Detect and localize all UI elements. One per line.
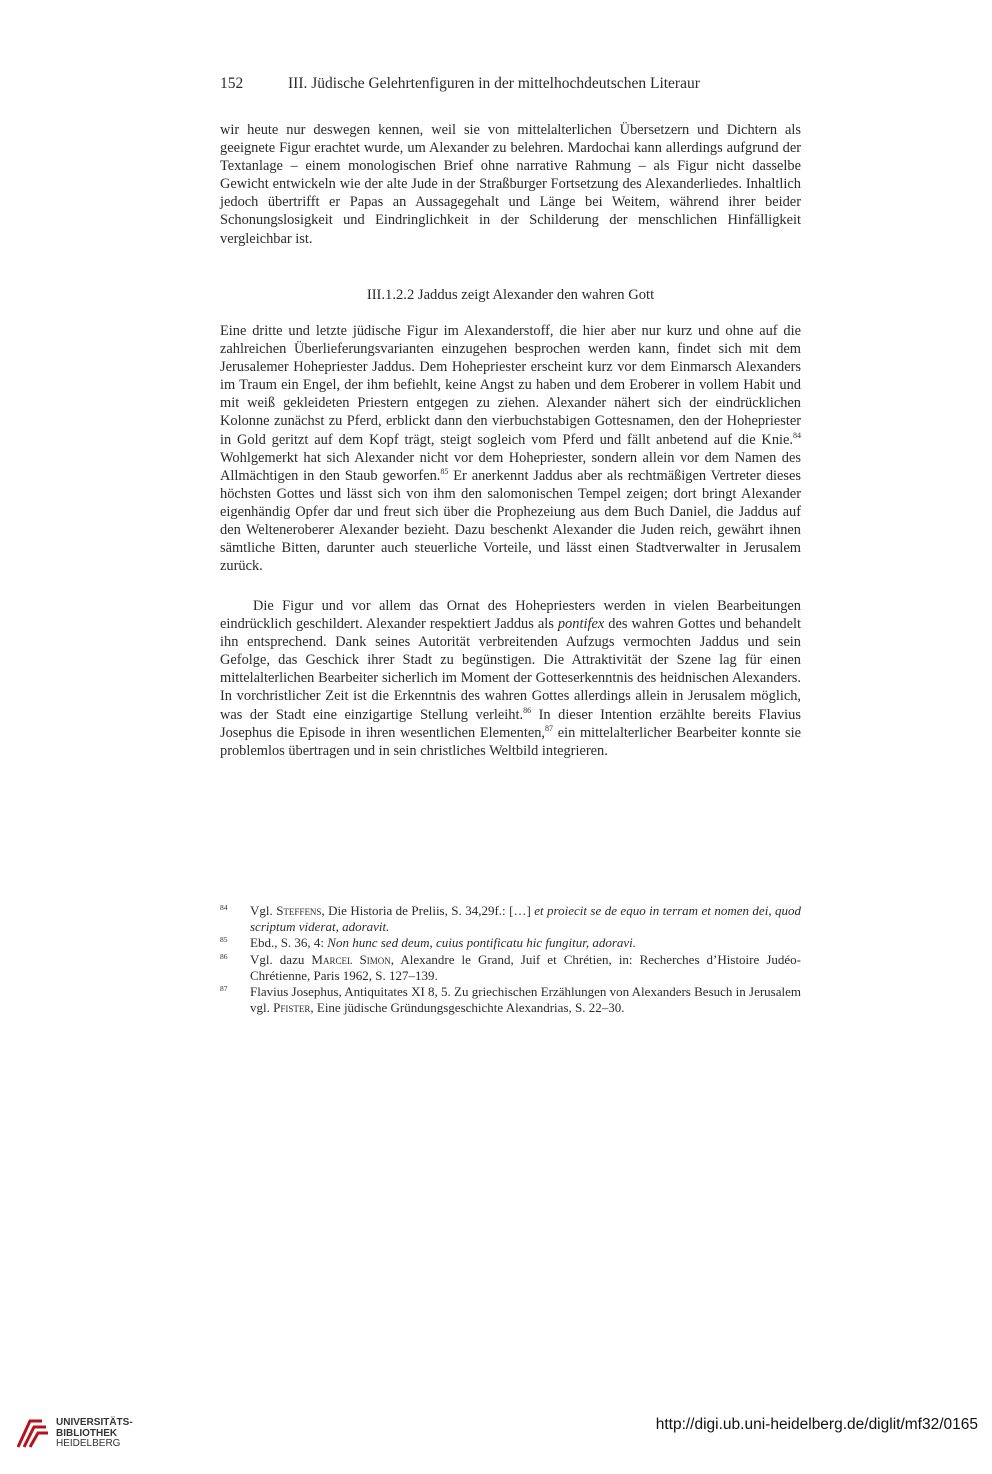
footnote-number: 85 — [220, 935, 228, 945]
paragraph-2-text-b: Wohlgemerkt hat sich Alexander nicht vor dem Hohepriester, sondern allein vor dem Namen des Allmächtigen in den Staub geworfen. — [220, 449, 801, 484]
footnote-number: 84 — [220, 903, 228, 912]
pontifex-term: pontifex — [557, 616, 605, 633]
footnote-84 — [220, 903, 801, 935]
author-name: Marcel Simon — [311, 951, 391, 967]
footnote-number: 86 — [220, 951, 228, 961]
latin-quote: et proiecit se de equo in terram et nomen dei, quod scriptum viderat, adoravit. — [250, 903, 802, 935]
latin-quote: Non hunc sed deum, cuius pontificatu hic fungitur, adoravi. — [327, 935, 637, 951]
footnote-87 — [220, 984, 801, 1016]
paragraph-2 — [220, 322, 801, 575]
footnote-ref-87[interactable]: 87 — [545, 723, 554, 733]
paragraph-2-text-a: Eine dritte und letzte jüdische Figur im Alexanderstoff, die hier aber nur kurz und ohne auf die zahlreichen Überlieferungsvarianten einzugehen besprochen werden kann, findet sich mit dem Jerusalemer Hohepriester Jaddus. Dem Hohepriester erscheint kurz vor dem Einmarsch Alexanders im Traum ein Engel, der ihm befiehlt, keine Angst zu haben und dem Eroberer in vollem Habit und mit weiß gekleideten Priestern entgegen zu ziehen. Alexander nähert sich der eindrücklichen Kolonne zunächst zu Pferd, erblickt dann den vierbuchstabigen Gottesnamen, den der Hohepriester in Gold geritzt auf dem Kopf trägt, steigt sogleich vom Pferd und fällt anbetend auf die Knie. — [220, 323, 801, 448]
page-header — [220, 73, 800, 95]
footnote-text: Vgl. — [250, 903, 277, 918]
footnote-text: Ebd., S. 36, 4: — [250, 935, 328, 951]
footnote-text: , Alexandre le Grand, Juif et Chrétien, in: Recherches d’Histoire Judéo-Chrétienne, Paris 1962, S. 127–139. — [250, 951, 801, 983]
footnote-text: Vgl. dazu — [250, 951, 312, 967]
source-url-link[interactable]: http://digi.ub.uni-heidelberg.de/diglit/mf32/0165 — [655, 1416, 978, 1433]
footnote-86 — [220, 952, 801, 984]
paragraph-3-text-c: In dieser Intention erzählte bereits Flavius Josephus die Episode in ihren wesentlichen Elementen, — [220, 706, 801, 741]
footnote-ref-84[interactable]: 84 — [793, 430, 801, 440]
running-title: III. Jüdische Gelehrtenfiguren in der mittelhochdeutschen Literaur — [288, 75, 700, 92]
section-heading: III.1.2.2 Jaddus zeigt Alexander den wahren Gott — [366, 287, 655, 303]
paragraph-3 — [220, 597, 801, 760]
library-logo-text — [56, 1418, 133, 1450]
author-name: Pfister — [273, 1000, 311, 1016]
footnote-number: 87 — [220, 984, 228, 994]
logo-line-1: UNIVERSITÄTS- — [56, 1417, 133, 1428]
footnotes — [220, 903, 801, 1016]
library-logo-icon — [12, 1413, 52, 1453]
library-logo[interactable] — [12, 1413, 142, 1453]
footnote-ref-86[interactable]: 86 — [523, 705, 532, 715]
paragraph-3-text-b: des wahren Gottes und behandelt ihn entsprechend. Dank seines Autorität verbreitenden Aufzugs vermochten Jaddus und sein Gefolge, das Geschick ihrer Stadt zu begünstigen. Die Attraktivität der Szene lag für einen mittelalterlichen Bearbeiter sicherlich im Moment der Gotteserkenntnis des heidnischen Alexanders. In vorchristlicher Zeit ist die Erkenntnis des wahren Gottes allerdings allein in Jerusalem möglich, was der Stadt eine einzigartige Stellung verleiht. — [220, 616, 801, 723]
author-name: Steffens — [276, 903, 322, 918]
footnote-text: Flavius Josephus, Antiquitates XI 8, 5. Zu griechischen Erzählungen von Alexanders Besuch in Jerusalem vgl. — [250, 984, 801, 1016]
footnote-text: , Eine jüdische Gründungsgeschichte Alexandrias, S. 22–30. — [310, 1000, 625, 1016]
paragraph-2-text-c: Er anerkennt Jaddus aber als rechtmäßigen Vertreter dieses höchsten Gottes und lässt sich von ihm den salomonischen Tempel zeigen; dort bringt Alexander eigenhändig Opfer dar und freut sich über die Prophezeiung aus dem Buch Daniel, die Jaddus auf den Welteneroberer Alexander bezieht. Dazu beschenkt Alexander die Juden reich, gewährt ihnen sämtliche Bitten, darunter auch steuerliche Vorteile, und lässt einen Stadtverwalter in Jerusalem zurück. — [220, 467, 802, 575]
logo-line-3: HEIDELBERG — [56, 1438, 121, 1449]
page-number: 152 — [220, 75, 244, 92]
logo-line-2: BIBLIOTHEK — [56, 1427, 118, 1439]
paragraph-1: wir heute nur deswegen kennen, weil sie von mittelalterlichen Übersetzern und Dichtern als geeignete Figur erachtet wurde, um Alexander zu belehren. Mardochai kann allerdings aufgrund der Textanlage – einem monologischen Brief ohne narrative Rahmung – als Figur nicht dasselbe Gewicht entwickeln wie der alte Jude in der Straßburger Fortsetzung des Alexanderliedes. Inhaltlich jedoch übertrifft er Papas an Aussagegehalt und Länge bei Weitem, während ihrer beider Schonungslosigkeit und Eindringlichkeit in der Schilderung der menschlichen Hinfälligkeit vergleichbar ist. — [220, 122, 801, 247]
paragraph-3-text-a: Die Figur und vor allem das Ornat des Hohepriesters werden in vielen Bearbeitungen eindrücklich geschildert. Alexander respektiert Jaddus als — [220, 598, 801, 633]
footnote-text: , Die Historia de Preliis, S. 34,29f.: […] — [321, 903, 535, 918]
footnote-85 — [220, 935, 801, 951]
paragraph-3-text-d: ein mittelalterlicher Bearbeiter konnte sie problemlos übertragen und in sein christliches Weltbild integrieren. — [220, 724, 801, 759]
logo-strokes — [18, 1421, 48, 1447]
footnote-ref-85[interactable]: 85 — [440, 466, 449, 476]
